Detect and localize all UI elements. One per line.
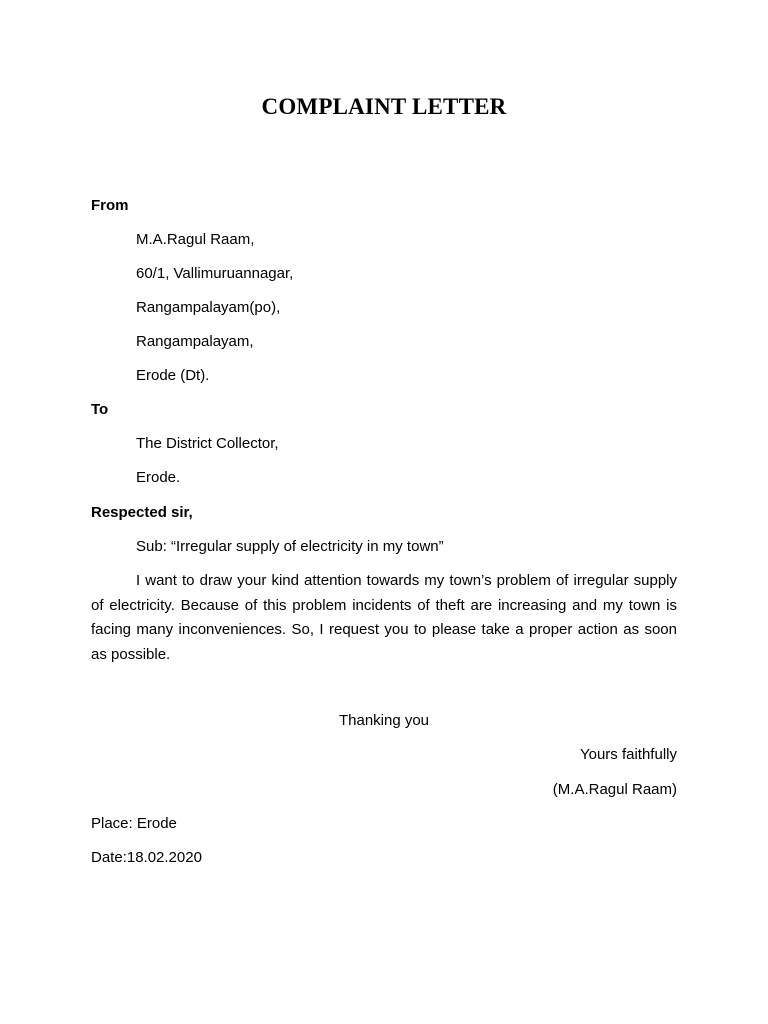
from-address-line: 60/1, Vallimuruannagar, [136,265,294,282]
to-label: To [91,401,109,418]
from-address-line: Rangampalayam, [136,333,254,350]
closing: Yours faithfully [579,746,677,763]
from-address-line: M.A.Ragul Raam, [136,231,255,248]
place: Place: Erode [91,815,177,832]
to-address-line: The District Collector, [136,435,279,452]
to-address-line: Erode. [136,469,181,486]
from-address-line: Rangampalayam(po), [136,299,281,316]
date: Date:18.02.2020 [91,849,202,866]
signature-name: (M.A.Ragul Raam) [552,781,677,798]
body-paragraph [91,569,677,667]
letter-title: COMPLAINT LETTER [261,94,507,119]
subject-line: Sub: “Irregular supply of electricity in my town” [136,538,444,555]
thanking-you: Thanking you [338,712,430,729]
from-address-line: Erode (Dt). [136,367,210,384]
salutation: Respected sir, [91,504,193,521]
from-label: From [91,197,129,214]
body-text: I want to draw your kind attention towards my town’s problem of irregular supply of electricity. Because of this problem incidents of theft are increasing and my town is facing many inconveniences. So, I request you to please take a proper action as soon as possible. [91,572,677,663]
